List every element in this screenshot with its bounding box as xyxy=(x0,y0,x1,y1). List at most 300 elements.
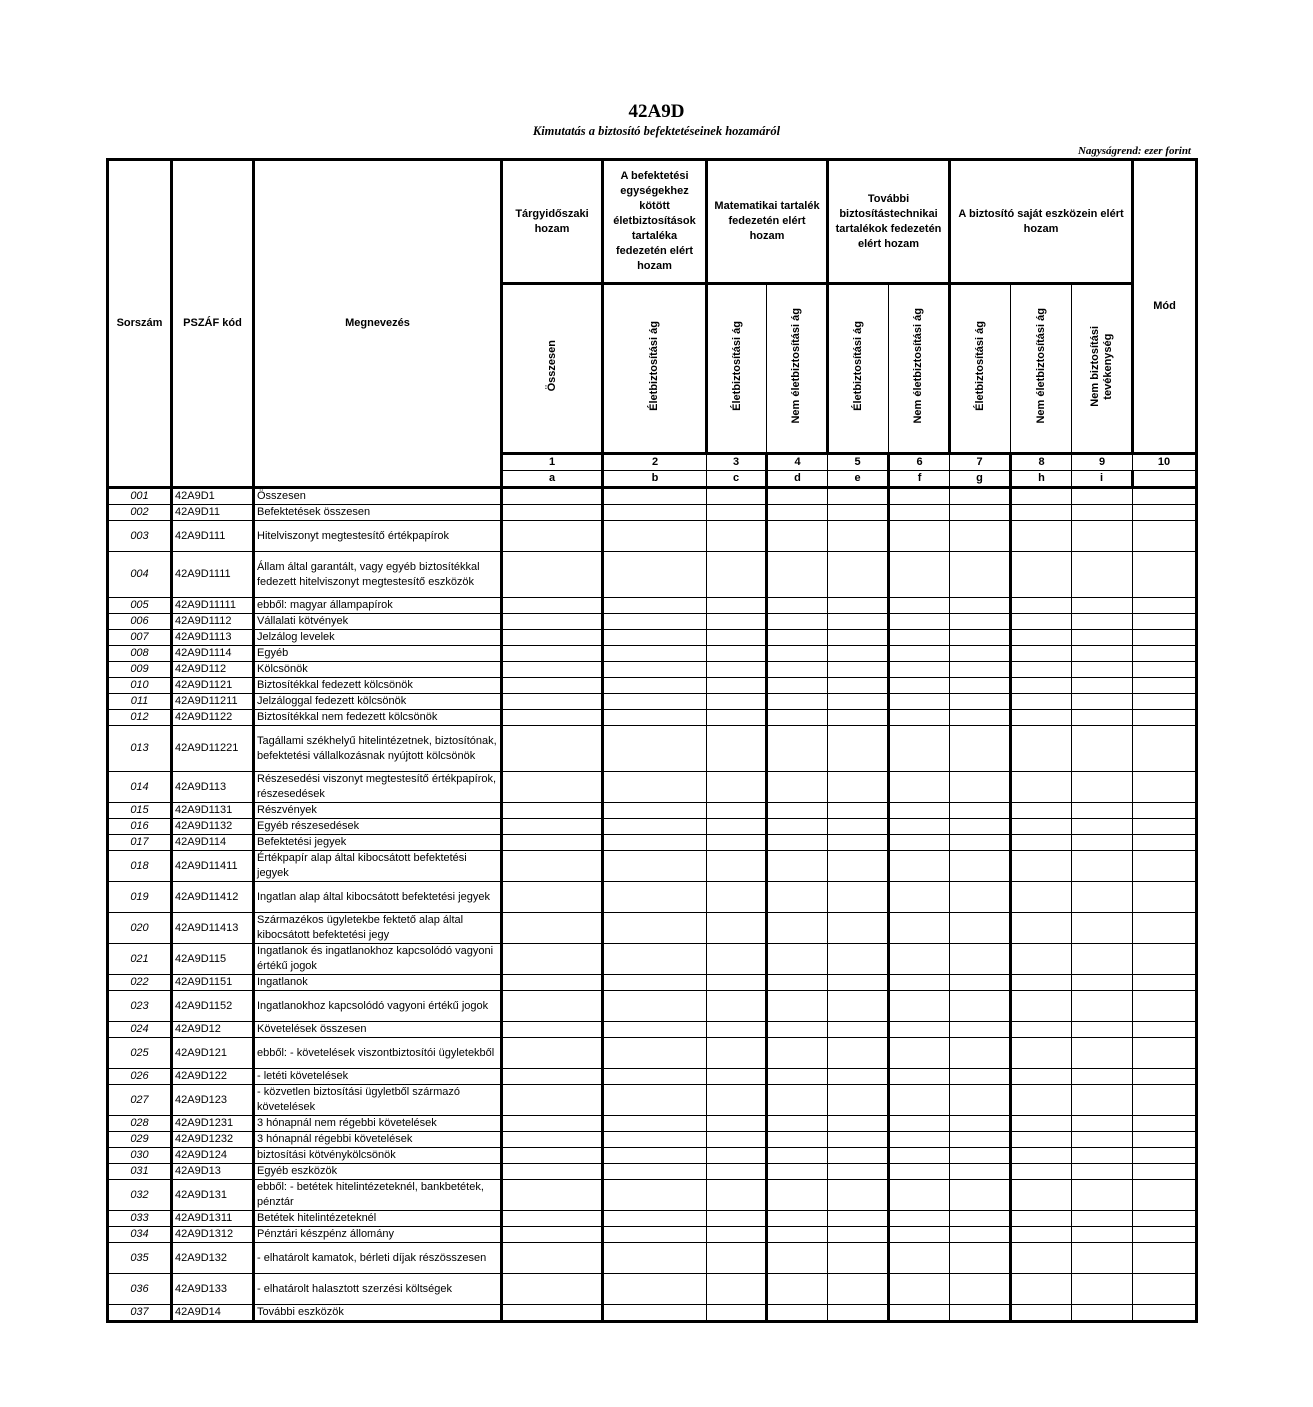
value-cell[interactable] xyxy=(950,1243,1011,1274)
value-cell[interactable] xyxy=(767,1243,828,1274)
value-cell[interactable] xyxy=(950,944,1011,975)
value-cell[interactable] xyxy=(1133,1305,1197,1322)
value-cell[interactable] xyxy=(707,630,767,646)
value-cell[interactable] xyxy=(707,646,767,662)
value-cell[interactable] xyxy=(502,1243,603,1274)
value-cell[interactable] xyxy=(889,505,950,521)
value-cell[interactable] xyxy=(1011,1211,1072,1227)
value-cell[interactable] xyxy=(1133,1085,1197,1116)
value-cell[interactable] xyxy=(828,1069,889,1085)
value-cell[interactable] xyxy=(1011,630,1072,646)
value-cell[interactable] xyxy=(1072,646,1133,662)
value-cell[interactable] xyxy=(1072,991,1133,1022)
value-cell[interactable] xyxy=(603,1132,707,1148)
value-cell[interactable] xyxy=(1133,1148,1197,1164)
value-cell[interactable] xyxy=(767,1274,828,1305)
value-cell[interactable] xyxy=(1133,835,1197,851)
value-cell[interactable] xyxy=(1072,1069,1133,1085)
value-cell[interactable] xyxy=(828,678,889,694)
value-cell[interactable] xyxy=(707,1116,767,1132)
value-cell[interactable] xyxy=(950,803,1011,819)
value-cell[interactable] xyxy=(828,803,889,819)
value-cell[interactable] xyxy=(828,694,889,710)
value-cell[interactable] xyxy=(828,991,889,1022)
value-cell[interactable] xyxy=(1072,1148,1133,1164)
value-cell[interactable] xyxy=(1072,614,1133,630)
value-cell[interactable] xyxy=(707,710,767,726)
value-cell[interactable] xyxy=(707,975,767,991)
value-cell[interactable] xyxy=(502,710,603,726)
value-cell[interactable] xyxy=(1133,710,1197,726)
value-cell[interactable] xyxy=(707,1148,767,1164)
value-cell[interactable] xyxy=(1011,991,1072,1022)
value-cell[interactable] xyxy=(950,835,1011,851)
value-cell[interactable] xyxy=(1011,662,1072,678)
value-cell[interactable] xyxy=(1011,726,1072,772)
value-cell[interactable] xyxy=(828,1022,889,1038)
value-cell[interactable] xyxy=(889,1243,950,1274)
value-cell[interactable] xyxy=(767,598,828,614)
value-cell[interactable] xyxy=(1133,1069,1197,1085)
value-cell[interactable] xyxy=(767,1164,828,1180)
value-cell[interactable] xyxy=(828,1274,889,1305)
value-cell[interactable] xyxy=(767,1148,828,1164)
value-cell[interactable] xyxy=(603,521,707,552)
value-cell[interactable] xyxy=(767,662,828,678)
value-cell[interactable] xyxy=(502,662,603,678)
value-cell[interactable] xyxy=(707,1164,767,1180)
value-cell[interactable] xyxy=(1133,662,1197,678)
value-cell[interactable] xyxy=(828,819,889,835)
value-cell[interactable] xyxy=(950,1180,1011,1211)
value-cell[interactable] xyxy=(707,1022,767,1038)
value-cell[interactable] xyxy=(707,882,767,913)
value-cell[interactable] xyxy=(828,488,889,505)
value-cell[interactable] xyxy=(502,1116,603,1132)
value-cell[interactable] xyxy=(1133,614,1197,630)
value-cell[interactable] xyxy=(767,678,828,694)
value-cell[interactable] xyxy=(1133,694,1197,710)
value-cell[interactable] xyxy=(603,882,707,913)
value-cell[interactable] xyxy=(767,819,828,835)
value-cell[interactable] xyxy=(828,630,889,646)
value-cell[interactable] xyxy=(889,944,950,975)
value-cell[interactable] xyxy=(603,1116,707,1132)
value-cell[interactable] xyxy=(1011,1164,1072,1180)
value-cell[interactable] xyxy=(950,662,1011,678)
value-cell[interactable] xyxy=(707,835,767,851)
value-cell[interactable] xyxy=(889,488,950,505)
value-cell[interactable] xyxy=(603,975,707,991)
value-cell[interactable] xyxy=(767,1132,828,1148)
value-cell[interactable] xyxy=(603,1069,707,1085)
value-cell[interactable] xyxy=(707,1085,767,1116)
value-cell[interactable] xyxy=(767,882,828,913)
value-cell[interactable] xyxy=(1011,505,1072,521)
value-cell[interactable] xyxy=(828,614,889,630)
value-cell[interactable] xyxy=(767,1180,828,1211)
value-cell[interactable] xyxy=(828,1132,889,1148)
value-cell[interactable] xyxy=(950,678,1011,694)
value-cell[interactable] xyxy=(1072,1180,1133,1211)
value-cell[interactable] xyxy=(889,772,950,803)
value-cell[interactable] xyxy=(828,975,889,991)
value-cell[interactable] xyxy=(603,678,707,694)
value-cell[interactable] xyxy=(950,1132,1011,1148)
value-cell[interactable] xyxy=(828,1227,889,1243)
value-cell[interactable] xyxy=(603,598,707,614)
value-cell[interactable] xyxy=(1133,1116,1197,1132)
value-cell[interactable] xyxy=(1133,1038,1197,1069)
value-cell[interactable] xyxy=(1072,521,1133,552)
value-cell[interactable] xyxy=(502,488,603,505)
value-cell[interactable] xyxy=(1072,803,1133,819)
value-cell[interactable] xyxy=(828,1148,889,1164)
value-cell[interactable] xyxy=(1133,1132,1197,1148)
value-cell[interactable] xyxy=(950,505,1011,521)
value-cell[interactable] xyxy=(1072,1211,1133,1227)
value-cell[interactable] xyxy=(767,1069,828,1085)
value-cell[interactable] xyxy=(603,944,707,975)
value-cell[interactable] xyxy=(767,614,828,630)
value-cell[interactable] xyxy=(707,598,767,614)
value-cell[interactable] xyxy=(889,1180,950,1211)
value-cell[interactable] xyxy=(502,552,603,598)
value-cell[interactable] xyxy=(502,991,603,1022)
value-cell[interactable] xyxy=(707,913,767,944)
value-cell[interactable] xyxy=(603,913,707,944)
value-cell[interactable] xyxy=(1072,726,1133,772)
value-cell[interactable] xyxy=(828,882,889,913)
value-cell[interactable] xyxy=(950,1274,1011,1305)
value-cell[interactable] xyxy=(502,882,603,913)
value-cell[interactable] xyxy=(1133,803,1197,819)
value-cell[interactable] xyxy=(707,1069,767,1085)
value-cell[interactable] xyxy=(1072,505,1133,521)
value-cell[interactable] xyxy=(603,1085,707,1116)
value-cell[interactable] xyxy=(1072,488,1133,505)
value-cell[interactable] xyxy=(950,552,1011,598)
value-cell[interactable] xyxy=(603,1305,707,1322)
value-cell[interactable] xyxy=(950,614,1011,630)
value-cell[interactable] xyxy=(1133,521,1197,552)
value-cell[interactable] xyxy=(767,521,828,552)
value-cell[interactable] xyxy=(707,678,767,694)
value-cell[interactable] xyxy=(707,991,767,1022)
value-cell[interactable] xyxy=(889,991,950,1022)
value-cell[interactable] xyxy=(1072,598,1133,614)
value-cell[interactable] xyxy=(828,598,889,614)
value-cell[interactable] xyxy=(950,598,1011,614)
value-cell[interactable] xyxy=(889,1211,950,1227)
value-cell[interactable] xyxy=(502,1227,603,1243)
value-cell[interactable] xyxy=(603,1274,707,1305)
value-cell[interactable] xyxy=(1072,1243,1133,1274)
value-cell[interactable] xyxy=(950,819,1011,835)
value-cell[interactable] xyxy=(828,1211,889,1227)
value-cell[interactable] xyxy=(889,1069,950,1085)
value-cell[interactable] xyxy=(707,505,767,521)
value-cell[interactable] xyxy=(828,662,889,678)
value-cell[interactable] xyxy=(1072,552,1133,598)
value-cell[interactable] xyxy=(1011,835,1072,851)
value-cell[interactable] xyxy=(502,944,603,975)
value-cell[interactable] xyxy=(502,1211,603,1227)
value-cell[interactable] xyxy=(889,819,950,835)
value-cell[interactable] xyxy=(603,552,707,598)
value-cell[interactable] xyxy=(603,694,707,710)
value-cell[interactable] xyxy=(502,1180,603,1211)
value-cell[interactable] xyxy=(707,944,767,975)
value-cell[interactable] xyxy=(502,1148,603,1164)
value-cell[interactable] xyxy=(950,646,1011,662)
value-cell[interactable] xyxy=(502,1022,603,1038)
value-cell[interactable] xyxy=(767,1022,828,1038)
value-cell[interactable] xyxy=(767,1038,828,1069)
value-cell[interactable] xyxy=(603,1180,707,1211)
value-cell[interactable] xyxy=(767,552,828,598)
value-cell[interactable] xyxy=(1011,1243,1072,1274)
value-cell[interactable] xyxy=(1072,662,1133,678)
value-cell[interactable] xyxy=(889,803,950,819)
value-cell[interactable] xyxy=(1133,944,1197,975)
value-cell[interactable] xyxy=(1011,944,1072,975)
value-cell[interactable] xyxy=(603,819,707,835)
value-cell[interactable] xyxy=(1011,488,1072,505)
value-cell[interactable] xyxy=(889,710,950,726)
value-cell[interactable] xyxy=(707,1132,767,1148)
value-cell[interactable] xyxy=(1133,1243,1197,1274)
value-cell[interactable] xyxy=(889,1085,950,1116)
value-cell[interactable] xyxy=(767,1227,828,1243)
value-cell[interactable] xyxy=(603,646,707,662)
value-cell[interactable] xyxy=(767,835,828,851)
value-cell[interactable] xyxy=(828,505,889,521)
value-cell[interactable] xyxy=(950,991,1011,1022)
value-cell[interactable] xyxy=(1011,678,1072,694)
value-cell[interactable] xyxy=(950,694,1011,710)
value-cell[interactable] xyxy=(1011,1085,1072,1116)
value-cell[interactable] xyxy=(1011,710,1072,726)
value-cell[interactable] xyxy=(1133,598,1197,614)
value-cell[interactable] xyxy=(1133,488,1197,505)
value-cell[interactable] xyxy=(707,819,767,835)
value-cell[interactable] xyxy=(950,630,1011,646)
value-cell[interactable] xyxy=(1133,1274,1197,1305)
value-cell[interactable] xyxy=(950,726,1011,772)
value-cell[interactable] xyxy=(828,646,889,662)
value-cell[interactable] xyxy=(950,851,1011,882)
value-cell[interactable] xyxy=(889,694,950,710)
value-cell[interactable] xyxy=(767,913,828,944)
value-cell[interactable] xyxy=(502,1274,603,1305)
value-cell[interactable] xyxy=(707,1274,767,1305)
value-cell[interactable] xyxy=(1133,630,1197,646)
value-cell[interactable] xyxy=(767,488,828,505)
value-cell[interactable] xyxy=(1133,1211,1197,1227)
value-cell[interactable] xyxy=(950,913,1011,944)
value-cell[interactable] xyxy=(889,1132,950,1148)
value-cell[interactable] xyxy=(889,1274,950,1305)
value-cell[interactable] xyxy=(828,851,889,882)
value-cell[interactable] xyxy=(1011,646,1072,662)
value-cell[interactable] xyxy=(603,662,707,678)
value-cell[interactable] xyxy=(889,1022,950,1038)
value-cell[interactable] xyxy=(767,851,828,882)
value-cell[interactable] xyxy=(1072,678,1133,694)
value-cell[interactable] xyxy=(1072,944,1133,975)
value-cell[interactable] xyxy=(1072,1116,1133,1132)
value-cell[interactable] xyxy=(889,913,950,944)
value-cell[interactable] xyxy=(1011,1132,1072,1148)
value-cell[interactable] xyxy=(1011,552,1072,598)
value-cell[interactable] xyxy=(767,505,828,521)
value-cell[interactable] xyxy=(603,488,707,505)
value-cell[interactable] xyxy=(767,1085,828,1116)
value-cell[interactable] xyxy=(502,835,603,851)
value-cell[interactable] xyxy=(1072,1305,1133,1322)
value-cell[interactable] xyxy=(828,1180,889,1211)
value-cell[interactable] xyxy=(1133,552,1197,598)
value-cell[interactable] xyxy=(603,1038,707,1069)
value-cell[interactable] xyxy=(502,772,603,803)
value-cell[interactable] xyxy=(502,598,603,614)
value-cell[interactable] xyxy=(889,882,950,913)
value-cell[interactable] xyxy=(828,726,889,772)
value-cell[interactable] xyxy=(707,1211,767,1227)
value-cell[interactable] xyxy=(1011,772,1072,803)
value-cell[interactable] xyxy=(828,1116,889,1132)
value-cell[interactable] xyxy=(828,944,889,975)
value-cell[interactable] xyxy=(1133,1227,1197,1243)
value-cell[interactable] xyxy=(950,882,1011,913)
value-cell[interactable] xyxy=(1072,694,1133,710)
value-cell[interactable] xyxy=(603,835,707,851)
value-cell[interactable] xyxy=(767,944,828,975)
value-cell[interactable] xyxy=(950,1211,1011,1227)
value-cell[interactable] xyxy=(767,1116,828,1132)
value-cell[interactable] xyxy=(950,1069,1011,1085)
value-cell[interactable] xyxy=(1133,851,1197,882)
value-cell[interactable] xyxy=(707,488,767,505)
value-cell[interactable] xyxy=(1011,598,1072,614)
value-cell[interactable] xyxy=(1072,1022,1133,1038)
value-cell[interactable] xyxy=(1011,1274,1072,1305)
value-cell[interactable] xyxy=(502,819,603,835)
value-cell[interactable] xyxy=(603,1211,707,1227)
value-cell[interactable] xyxy=(1133,1180,1197,1211)
value-cell[interactable] xyxy=(707,1038,767,1069)
value-cell[interactable] xyxy=(828,1243,889,1274)
value-cell[interactable] xyxy=(603,614,707,630)
value-cell[interactable] xyxy=(1072,630,1133,646)
value-cell[interactable] xyxy=(1011,614,1072,630)
value-cell[interactable] xyxy=(502,1069,603,1085)
value-cell[interactable] xyxy=(603,726,707,772)
value-cell[interactable] xyxy=(950,1164,1011,1180)
value-cell[interactable] xyxy=(889,726,950,772)
value-cell[interactable] xyxy=(828,772,889,803)
value-cell[interactable] xyxy=(950,1085,1011,1116)
value-cell[interactable] xyxy=(502,975,603,991)
value-cell[interactable] xyxy=(502,505,603,521)
value-cell[interactable] xyxy=(1011,803,1072,819)
value-cell[interactable] xyxy=(889,1164,950,1180)
value-cell[interactable] xyxy=(603,851,707,882)
value-cell[interactable] xyxy=(767,803,828,819)
value-cell[interactable] xyxy=(1072,913,1133,944)
value-cell[interactable] xyxy=(828,521,889,552)
value-cell[interactable] xyxy=(502,1305,603,1322)
value-cell[interactable] xyxy=(767,991,828,1022)
value-cell[interactable] xyxy=(889,646,950,662)
value-cell[interactable] xyxy=(502,630,603,646)
value-cell[interactable] xyxy=(1011,694,1072,710)
value-cell[interactable] xyxy=(828,1164,889,1180)
value-cell[interactable] xyxy=(603,1164,707,1180)
value-cell[interactable] xyxy=(603,772,707,803)
value-cell[interactable] xyxy=(707,772,767,803)
value-cell[interactable] xyxy=(950,521,1011,552)
value-cell[interactable] xyxy=(603,991,707,1022)
value-cell[interactable] xyxy=(1133,678,1197,694)
value-cell[interactable] xyxy=(1072,1227,1133,1243)
value-cell[interactable] xyxy=(1072,1274,1133,1305)
value-cell[interactable] xyxy=(889,552,950,598)
value-cell[interactable] xyxy=(1011,1069,1072,1085)
value-cell[interactable] xyxy=(1133,1022,1197,1038)
value-cell[interactable] xyxy=(767,1305,828,1322)
value-cell[interactable] xyxy=(1133,991,1197,1022)
value-cell[interactable] xyxy=(1011,851,1072,882)
value-cell[interactable] xyxy=(603,710,707,726)
value-cell[interactable] xyxy=(1133,505,1197,521)
value-cell[interactable] xyxy=(707,803,767,819)
value-cell[interactable] xyxy=(502,851,603,882)
value-cell[interactable] xyxy=(1072,819,1133,835)
value-cell[interactable] xyxy=(502,1164,603,1180)
value-cell[interactable] xyxy=(1072,882,1133,913)
value-cell[interactable] xyxy=(1072,772,1133,803)
value-cell[interactable] xyxy=(1133,772,1197,803)
value-cell[interactable] xyxy=(828,913,889,944)
value-cell[interactable] xyxy=(889,1038,950,1069)
value-cell[interactable] xyxy=(1133,819,1197,835)
value-cell[interactable] xyxy=(1072,1164,1133,1180)
value-cell[interactable] xyxy=(603,1227,707,1243)
value-cell[interactable] xyxy=(502,803,603,819)
value-cell[interactable] xyxy=(767,710,828,726)
value-cell[interactable] xyxy=(1072,975,1133,991)
value-cell[interactable] xyxy=(1011,975,1072,991)
value-cell[interactable] xyxy=(889,678,950,694)
value-cell[interactable] xyxy=(828,552,889,598)
value-cell[interactable] xyxy=(707,552,767,598)
value-cell[interactable] xyxy=(1011,882,1072,913)
value-cell[interactable] xyxy=(889,1305,950,1322)
value-cell[interactable] xyxy=(502,646,603,662)
value-cell[interactable] xyxy=(603,630,707,646)
value-cell[interactable] xyxy=(889,1116,950,1132)
value-cell[interactable] xyxy=(603,803,707,819)
value-cell[interactable] xyxy=(950,772,1011,803)
value-cell[interactable] xyxy=(767,646,828,662)
value-cell[interactable] xyxy=(767,694,828,710)
value-cell[interactable] xyxy=(889,598,950,614)
value-cell[interactable] xyxy=(707,694,767,710)
value-cell[interactable] xyxy=(828,1085,889,1116)
value-cell[interactable] xyxy=(1133,882,1197,913)
